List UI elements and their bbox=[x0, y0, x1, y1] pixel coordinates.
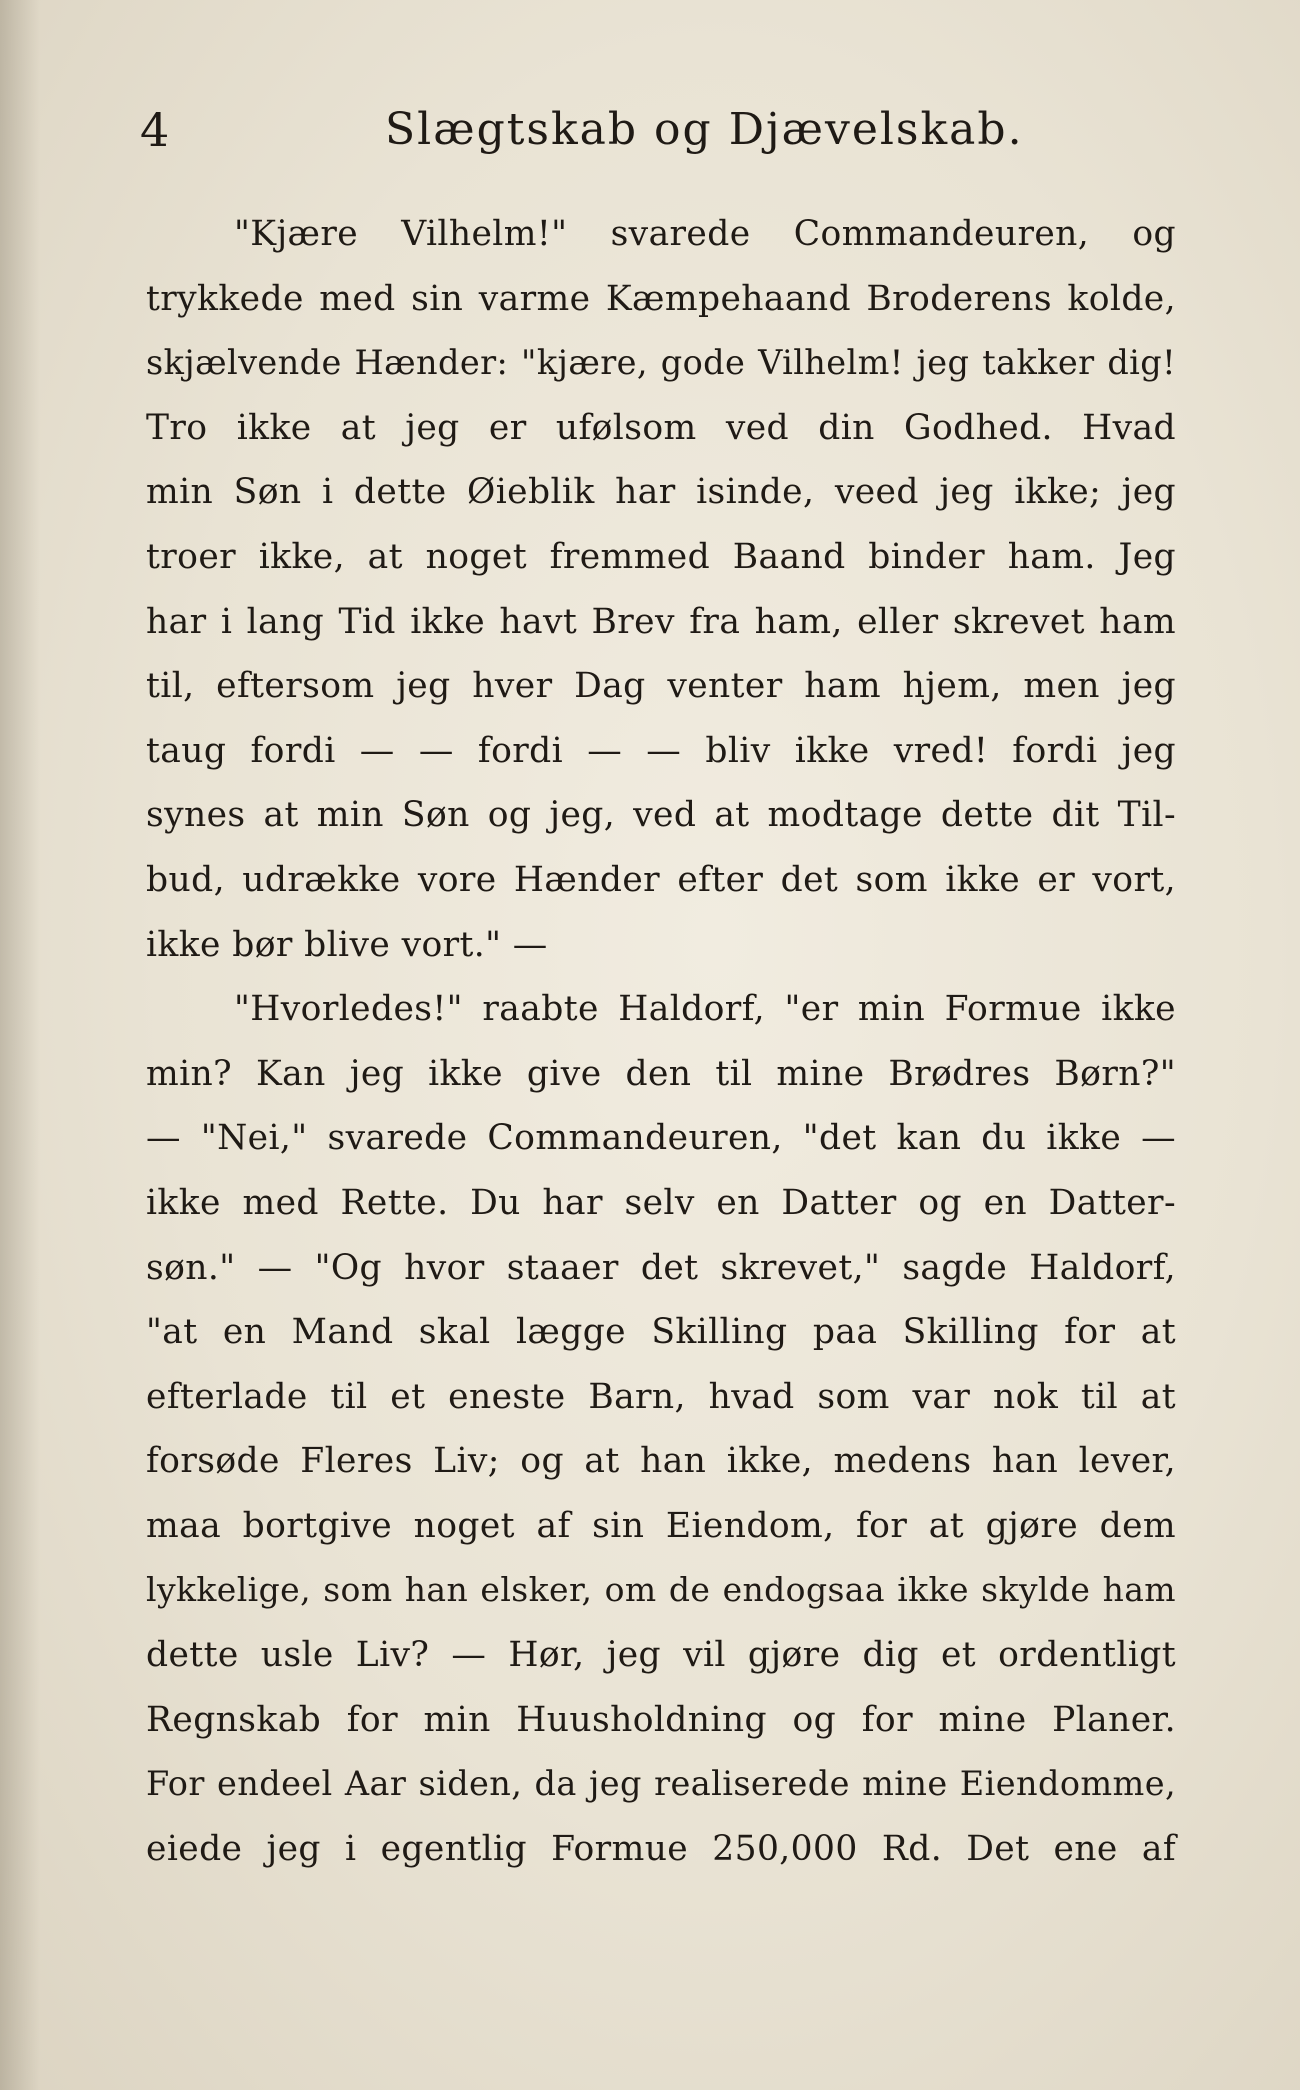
text-line: taug fordi — — fordi — — bliv ikke vred! fordi jeg bbox=[146, 730, 1176, 771]
text-line: Regnskab for min Huusholdning og for mine Planer. bbox=[146, 1699, 1176, 1740]
text-line: ikke bør blive vort." — bbox=[146, 924, 548, 965]
text-line: "at en Mand skal lægge Skilling paa Skilling for at bbox=[146, 1312, 1176, 1353]
text-line: dette usle Liv? — Hør, jeg vil gjøre dig et ordentligt bbox=[146, 1635, 1176, 1676]
text-line: Tro ikke at jeg er ufølsom ved din Godhed. Hvad bbox=[146, 407, 1176, 448]
text-line: For endeel Aar siden, da jeg realiserede mine Eiendomme, bbox=[146, 1764, 1176, 1804]
text-line: min Søn i dette Øieblik har isinde, veed jeg ikke; jeg bbox=[146, 472, 1176, 513]
text-line: "Kjære Vilhelm!" svarede Commandeuren, og bbox=[234, 214, 1176, 254]
text-line: "Hvorledes!" raabte Haldorf, "er min Formue ikke bbox=[234, 989, 1176, 1030]
page-number: 4 bbox=[140, 103, 170, 157]
text-line: trykkede med sin varme Kæmpehaand Broderens kolde, bbox=[146, 278, 1176, 319]
text-line: skjælvende Hænder: "kjære, gode Vilhelm! jeg takker dig! bbox=[146, 343, 1176, 383]
text-line: til, eftersom jeg hver Dag venter ham hjem, men jeg bbox=[146, 666, 1176, 707]
text-line: søn." — "Og hvor staaer det skrevet," sagde Haldorf, bbox=[146, 1247, 1176, 1288]
text-line: har i lang Tid ikke havt Brev fra ham, eller skrevet ham bbox=[146, 601, 1176, 642]
text-line: forsøde Fleres Liv; og at han ikke, medens han lever, bbox=[146, 1441, 1176, 1482]
text-line: synes at min Søn og jeg, ved at modtage dette dit Til- bbox=[146, 795, 1176, 836]
spine-shadow bbox=[0, 0, 40, 2090]
text-line: — "Nei," svarede Commandeuren, "det kan du ikke — bbox=[146, 1118, 1176, 1159]
text-line: min? Kan jeg ikke give den til mine Brødres Børn?" bbox=[146, 1053, 1176, 1094]
running-title: Slægtskab og Djævelskab. bbox=[385, 104, 1024, 155]
text-line: troer ikke, at noget fremmed Baand binder ham. Jeg bbox=[146, 536, 1176, 577]
page-header bbox=[140, 95, 1180, 165]
text-line: maa bortgive noget af sin Eiendom, for at gjøre dem bbox=[146, 1505, 1176, 1546]
text-line: eiede jeg i egentlig Formue 250,000 Rd. Det ene af bbox=[146, 1828, 1176, 1869]
text-line: bud, udrække vore Hænder efter det som ikke er vort, bbox=[146, 859, 1176, 900]
text-line: ikke med Rette. Du har selv en Datter og en Datter- bbox=[146, 1182, 1176, 1223]
text-line: lykkelige, som han elsker, om de endogsaa ikke skylde ham bbox=[146, 1570, 1176, 1610]
text-line: efterlade til et eneste Barn, hvad som var nok til at bbox=[146, 1376, 1176, 1417]
body-text bbox=[146, 202, 1176, 1881]
